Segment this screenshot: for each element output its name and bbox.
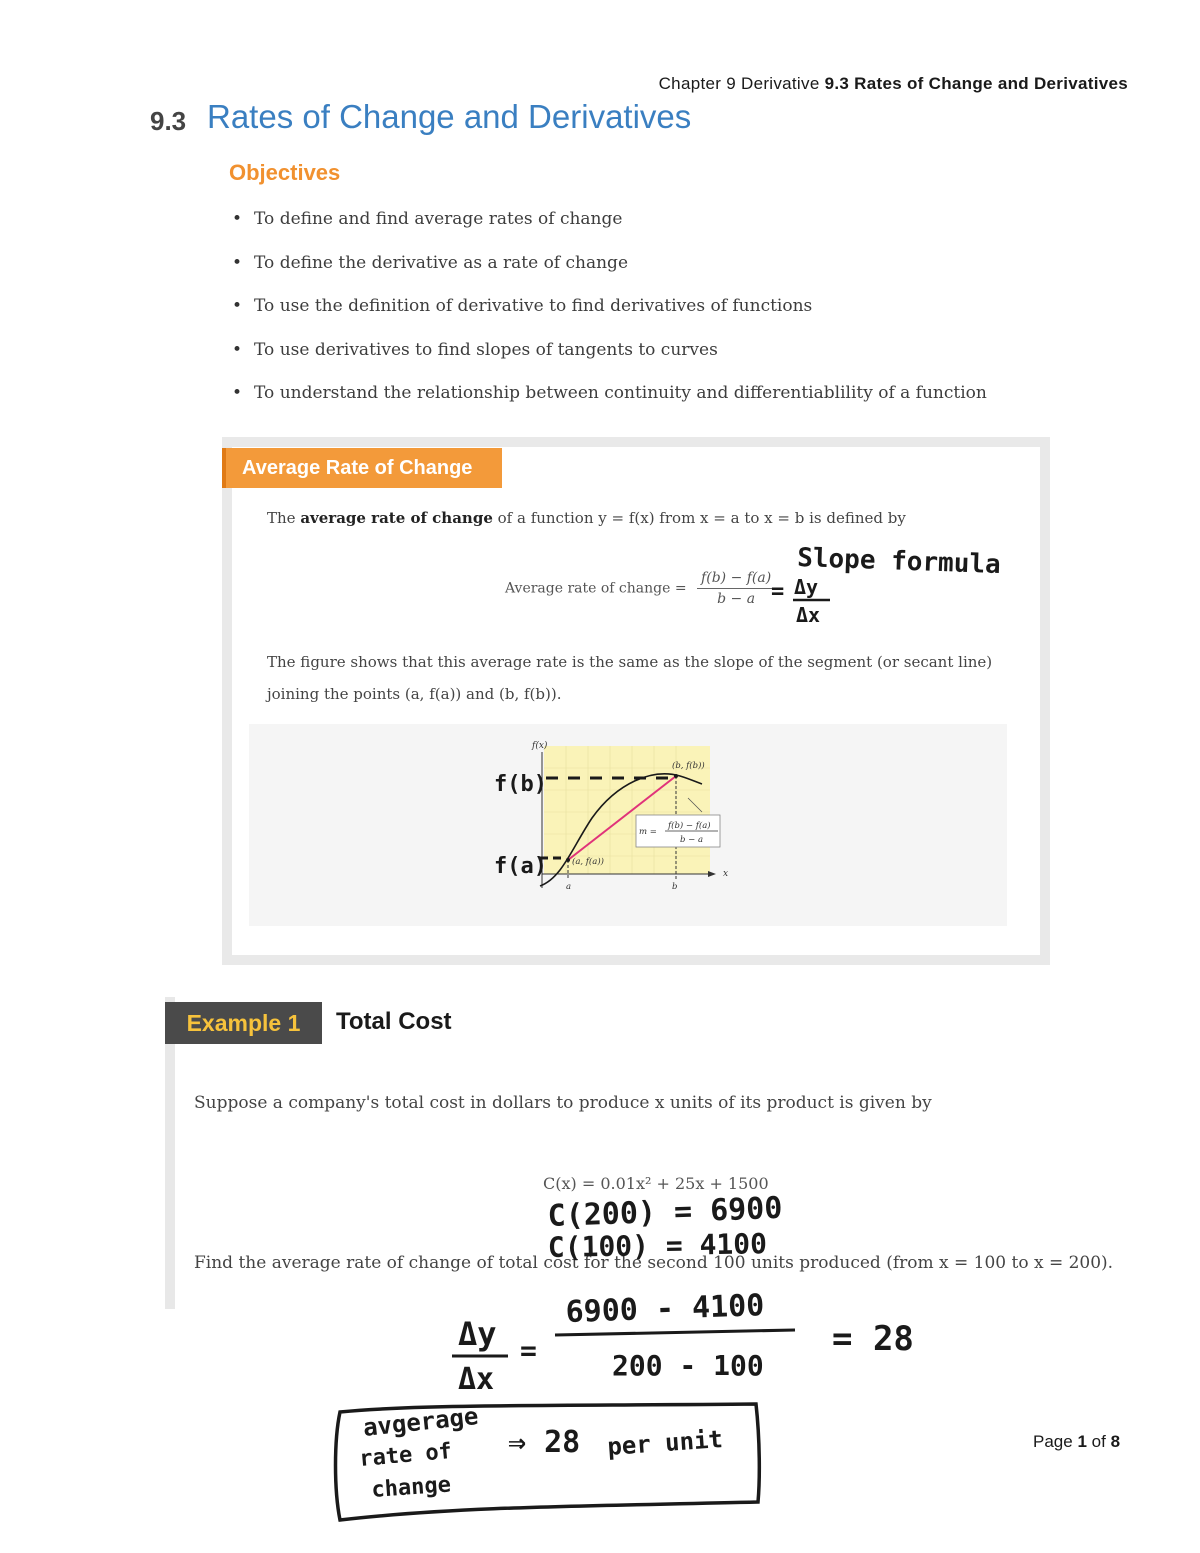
page-current: 1 bbox=[1077, 1432, 1087, 1451]
y-axis-label: f(x) bbox=[532, 741, 548, 751]
objective-item: • To understand the relationship between continuity and differentiablility of a function bbox=[232, 380, 987, 424]
objective-item: • To use the definition of derivative to find derivatives of functions bbox=[232, 293, 987, 337]
formula-denominator: b − a bbox=[717, 591, 756, 607]
example-title: Total Cost bbox=[336, 1008, 452, 1035]
tick-label-a: a bbox=[566, 882, 572, 892]
hw-f-a: f(a) bbox=[494, 854, 547, 879]
slope-numerator: f(b) − f(a) bbox=[668, 821, 711, 831]
hw-equals-sign: = bbox=[771, 579, 785, 604]
slope-denominator: b − a bbox=[680, 835, 704, 845]
header-section: 9.3 Rates of Change and Derivatives bbox=[824, 74, 1128, 93]
figure-description-line2: joining the points (a, f(a)) and (b, f(b)). bbox=[267, 685, 562, 703]
definition-post: of a function y = f(x) from x = a to x = b is defined by bbox=[492, 509, 906, 527]
objective-item: • To use derivatives to find slopes of tangents to curves bbox=[232, 337, 987, 381]
hw-c200: C(200) = 6900 bbox=[547, 1190, 783, 1234]
hw-calc-dx: Δx bbox=[458, 1362, 495, 1397]
hw-boxed-label-1: avgerage bbox=[361, 1402, 480, 1442]
definition-pre: The bbox=[267, 509, 301, 527]
tick-label-b: b bbox=[672, 882, 678, 892]
hw-calc-equals: = bbox=[520, 1334, 537, 1367]
definition-box-tab: Average Rate of Change bbox=[222, 448, 502, 488]
page-prefix: Page bbox=[1033, 1432, 1073, 1451]
cost-equation: C(x) = 0.01x² + 25x + 1500 bbox=[543, 1174, 769, 1193]
hw-boxed-result: ⇒ 28 bbox=[508, 1425, 581, 1460]
definition-term: average rate of change bbox=[300, 509, 493, 527]
hw-boxed-label-3: change bbox=[370, 1472, 452, 1503]
figure-description-line1: The figure shows that this average rate is the same as the slope of the segment (or secant line) bbox=[267, 653, 993, 671]
objectives-heading: Objectives bbox=[229, 160, 341, 185]
section-title: Rates of Change and Derivatives bbox=[207, 98, 692, 135]
x-axis-label: x bbox=[723, 869, 729, 879]
hw-calc-dy: Δy bbox=[458, 1315, 497, 1353]
formula-label: Average rate of change = bbox=[505, 580, 687, 597]
section-number: 9.3 bbox=[150, 106, 187, 136]
point-b-label: (b, f(b)) bbox=[672, 761, 705, 771]
example-tab: Example 1 bbox=[165, 1002, 322, 1044]
hw-dx: Δx bbox=[796, 603, 821, 627]
page-of: of bbox=[1091, 1432, 1106, 1451]
hw-f-b: f(b) bbox=[494, 772, 547, 797]
example-text: Suppose a company's total cost in dollars to produce x units of its product is given by bbox=[194, 1093, 932, 1113]
example-question: Find the average rate of change of total cost for the second 100 units produced (from x = 100 to x = 200). bbox=[194, 1253, 1114, 1273]
hw-dy: Δy bbox=[794, 575, 819, 599]
page-total: 8 bbox=[1110, 1432, 1121, 1451]
hw-calc-bar bbox=[555, 1330, 795, 1335]
objective-item: • To define the derivative as a rate of change bbox=[232, 250, 987, 294]
hw-calc-numerator: 6900 - 4100 bbox=[565, 1288, 765, 1330]
objective-item: • To define and find average rates of change bbox=[232, 206, 987, 250]
formula-numerator: f(b) − f(a) bbox=[697, 570, 775, 589]
header-chapter: Chapter 9 Derivative bbox=[658, 74, 820, 93]
hw-calc-result: = 28 bbox=[832, 1319, 914, 1359]
point-a-label: (a, f(a)) bbox=[572, 857, 604, 867]
hw-slope-formula: Slope formula bbox=[796, 543, 1002, 581]
hw-boxed-label-2: rate of bbox=[358, 1438, 453, 1472]
hw-c100: C(100) = 4100 bbox=[547, 1227, 768, 1264]
hw-calc-denominator: 200 - 100 bbox=[612, 1349, 764, 1382]
slope-label: m = bbox=[639, 827, 657, 837]
hw-boxed-unit: per unit bbox=[606, 1424, 724, 1461]
